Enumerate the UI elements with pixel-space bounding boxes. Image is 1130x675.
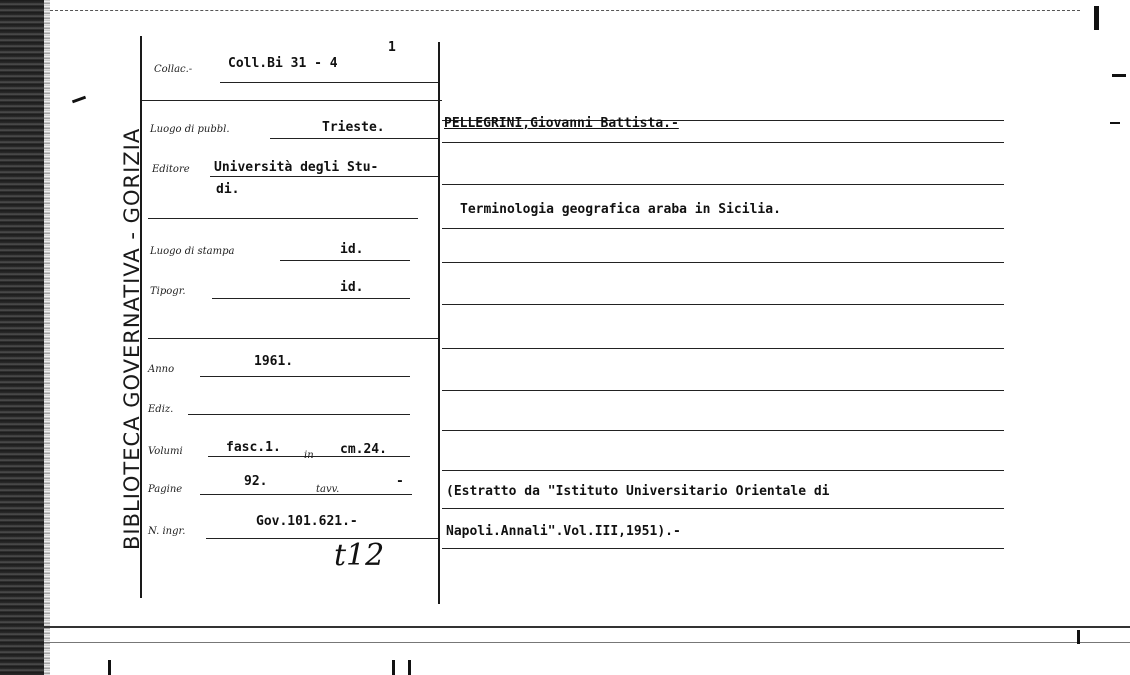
rule-coll <box>220 82 438 83</box>
next-card-edge <box>44 642 1130 643</box>
anno-value: 1961. <box>254 354 294 369</box>
volumi-format: cm.24. <box>340 442 387 457</box>
note-line-2: Napoli.Annali".Vol.III,1951).- <box>446 524 681 539</box>
collocazione-superscript: 1 <box>388 40 396 55</box>
tavole-label: tavv. <box>316 484 340 495</box>
collocazione-label: Collac.- <box>154 64 193 75</box>
rule-right-4 <box>442 228 1004 229</box>
n-ingr-value: Gov.101.621.- <box>256 514 358 529</box>
luogo-pubbl-value: Trieste. <box>322 120 385 135</box>
rule-right-9 <box>442 430 1004 431</box>
rule-anno <box>200 376 410 377</box>
pagine-value: 92. <box>244 474 268 489</box>
volumi-label: Volumi <box>148 446 183 457</box>
rule-right-7 <box>442 348 1004 349</box>
card-top-edge <box>50 10 1080 11</box>
editore-value-line1: Università degli Stu- <box>214 160 379 175</box>
luogo-stampa-value: id. <box>340 242 364 257</box>
edge-mark-right <box>1112 74 1126 77</box>
rule-pagine <box>200 494 412 495</box>
ediz-label: Ediz. <box>148 404 174 415</box>
tipogr-label: Tipogr. <box>150 286 186 297</box>
edge-mark-right-2 <box>1110 122 1120 124</box>
anno-label: Anno <box>148 364 175 375</box>
n-ingr-label: N. ingr. <box>148 526 186 537</box>
volumi-value: fasc.1. <box>226 440 281 455</box>
title: Terminologia geografica araba in Sicilia. <box>460 202 781 217</box>
rule-editore-1 <box>210 176 438 177</box>
editore-value-line2: di. <box>216 182 240 197</box>
left-column-rule <box>140 36 142 598</box>
bottom-mark-3 <box>408 660 411 675</box>
rule-blank <box>148 338 438 339</box>
scan-edge-left <box>0 0 44 675</box>
rule-right-8 <box>442 390 1004 391</box>
rule-n-ingr <box>206 538 438 539</box>
card-bottom-edge <box>44 626 1130 628</box>
rule-right-6 <box>442 304 1004 305</box>
collocazione-value: Coll.Bi 31 - 4 <box>228 56 338 71</box>
rule-right-11 <box>442 508 1004 509</box>
scan-edge-strip <box>44 0 50 675</box>
rule-right-10 <box>442 470 1004 471</box>
edge-mark-top-right <box>1094 6 1099 30</box>
editore-label: Editore <box>152 164 190 175</box>
library-stamp: BIBLIOTECA GOVERNATIVA - GORIZIA <box>120 127 144 550</box>
rule-right-5 <box>442 262 1004 263</box>
handwritten-number: t12 <box>334 538 385 573</box>
volumi-in-label: in <box>304 450 314 461</box>
tavole-value: - <box>396 474 404 489</box>
luogo-stampa-label: Luogo di stampa <box>150 246 235 257</box>
bottom-mark-4 <box>1077 630 1080 644</box>
rule-right-3 <box>442 184 1004 185</box>
tipogr-value: id. <box>340 280 364 295</box>
note-line-1: (Estratto da "Istituto Universitario Orientale di <box>446 484 830 499</box>
bottom-mark-1 <box>108 660 111 675</box>
rule-section-top <box>142 100 442 101</box>
rule-luogo-pubbl <box>270 138 438 139</box>
author-heading: PELLEGRINI,Giovanni Battista.- <box>444 116 679 131</box>
rule-editore-2 <box>148 218 418 219</box>
edge-mark-left <box>72 96 86 104</box>
bottom-mark-2 <box>392 660 395 675</box>
rule-ediz <box>188 414 410 415</box>
pagine-label: Pagine <box>148 484 183 495</box>
rule-right-12 <box>442 548 1004 549</box>
middle-column-rule <box>438 42 440 604</box>
rule-tipogr <box>212 298 410 299</box>
luogo-pubbl-label: Luogo di pubbl. <box>150 124 230 135</box>
rule-right-2 <box>442 142 1004 143</box>
rule-luogo-stampa <box>280 260 410 261</box>
